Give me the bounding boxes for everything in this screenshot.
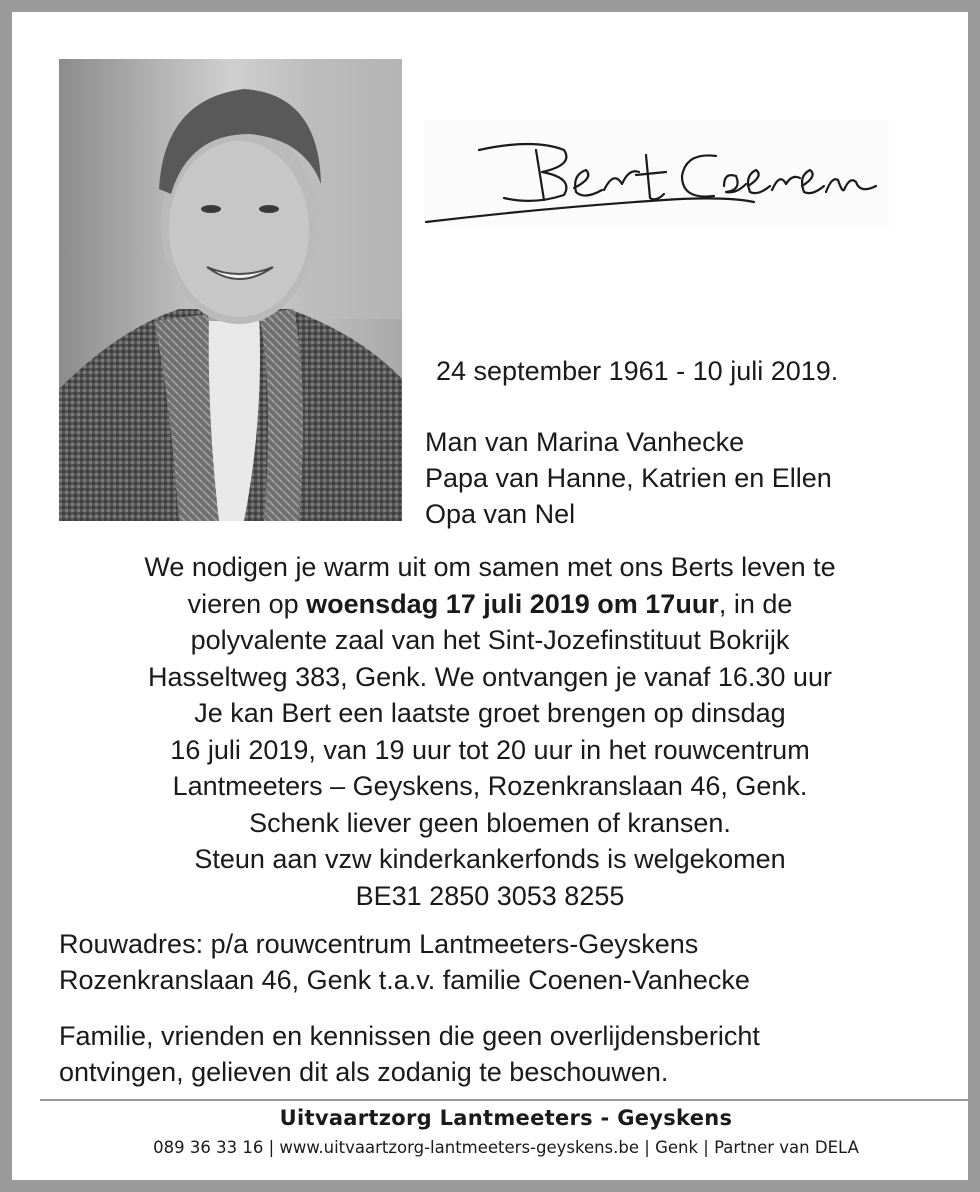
invitation-line: Schenk liever geen bloemen of kransen. [249,807,731,838]
portrait-photo [59,59,402,521]
invitation-line: Lantmeeters – Geyskens, Rozenkranslaan 46, Genk. [172,771,808,801]
bank-account: BE31 2850 3053 8255 [355,880,625,911]
funeral-company-contact: 089 36 33 16 | www.uitvaartzorg-lantmeeters-geyskens.be | Genk | Partner van DELA [153,1138,859,1157]
invitation-line: Steun aan vzw kinderkankerfonds is welgekomen [194,844,786,874]
address-line: Rozenkranslaan 46, Genk t.a.v. familie Coenen-Vanhecke [59,965,750,995]
family-relations [425,424,832,532]
invitation-line: We nodigen je warm uit om samen met ons Berts leven te [144,552,836,582]
mourning-address [59,926,750,998]
invitation-suffix: , in de [718,588,793,619]
notice-line: Familie, vrienden en kennissen die geen overlijdensbericht [59,1021,760,1051]
signature-drawing [424,120,889,228]
signature-image [424,120,889,228]
footer-divider [40,1099,972,1101]
invitation-line: Hasseltweg 383, Genk. We ontvangen je vanaf 16.30 uur [148,661,832,692]
invitation-prefix: vieren op [187,588,307,619]
notice-line: ontvingen, gelieven dit als zodanig te beschouwen. [59,1057,669,1087]
ceremony-date-time: woensdag 17 juli 2019 om 17uur [306,588,719,619]
funeral-company-name: Uitvaartzorg Lantmeeters - Geyskens [279,1106,733,1130]
invitation-line: Je kan Bert een laatste groet brengen op dinsdag [194,698,786,728]
family-line: Opa van Nel [425,499,576,529]
ceremony-invitation [40,549,940,914]
invitation-line: 16 juli 2019, van 19 uur tot 20 uur in het rouwcentrum [170,734,810,765]
family-line: Man van Marina Vanhecke [425,427,745,457]
birth-death-dates: 24 september 1961 - 10 juli 2019. [436,356,839,386]
address-line: Rouwadres: p/a rouwcentrum Lantmeeters-Geyskens [59,929,699,959]
invitation-line-date [40,586,940,623]
notification-notice [59,1018,760,1090]
family-line: Papa van Hanne, Katrien en Ellen [425,463,832,493]
portrait-illustration [59,59,402,521]
invitation-line: polyvalente zaal van het Sint-Jozefinstituut Bokrijk [190,625,790,655]
